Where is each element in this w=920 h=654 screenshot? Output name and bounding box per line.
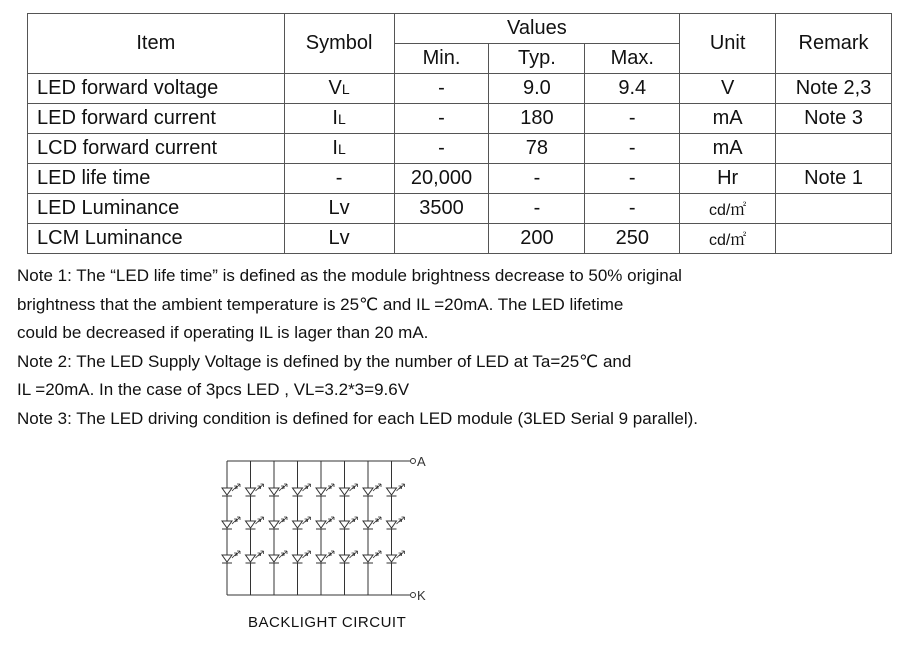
cell-remark: [776, 134, 892, 164]
cell-item: LED forward current: [28, 104, 285, 134]
notes-block: [17, 262, 698, 434]
led-icon: [316, 517, 334, 530]
table-row: [28, 194, 892, 224]
led-icon: [363, 517, 381, 530]
header-symbol: Symbol: [284, 14, 394, 74]
symbol-subscript: L: [337, 141, 346, 157]
cell-max: -: [585, 104, 680, 134]
cell-min: 20,000: [394, 164, 489, 194]
led-icon: [316, 484, 334, 497]
anode-label: A: [417, 454, 426, 469]
cell-typ: 200: [489, 224, 585, 254]
cell-unit: mA: [680, 134, 776, 164]
cathode-terminal: [411, 593, 416, 598]
led-icon: [222, 484, 240, 497]
cell-min: 3500: [394, 194, 489, 224]
cell-symbol: [284, 194, 394, 224]
led-icon: [387, 517, 405, 530]
cell-min: [394, 224, 489, 254]
cell-item: LED Luminance: [28, 194, 285, 224]
symbol-main: V: [328, 77, 342, 99]
table-row: [28, 104, 892, 134]
header-max: Max.: [585, 44, 680, 74]
symbol-subscript: L: [337, 111, 346, 127]
cell-typ: -: [489, 194, 585, 224]
header-item: Item: [28, 14, 285, 74]
led-icon: [387, 484, 405, 497]
led-icon: [293, 484, 311, 497]
cell-remark: Note 1: [776, 164, 892, 194]
backlight-circuit-diagram: [210, 448, 440, 608]
cell-typ: -: [489, 164, 585, 194]
led-icon: [293, 551, 311, 564]
cell-symbol: [284, 104, 394, 134]
led-array: [222, 484, 405, 564]
header-min: Min.: [394, 44, 489, 74]
cell-item: LED life time: [28, 164, 285, 194]
led-icon: [363, 551, 381, 564]
header-remark: Remark: [776, 14, 892, 74]
anode-terminal: [411, 459, 416, 464]
spec-table: [27, 13, 892, 254]
table-row: [28, 74, 892, 104]
symbol-subscript: L: [341, 81, 350, 97]
table-row: [28, 134, 892, 164]
cell-item: LED forward voltage: [28, 74, 285, 104]
note-line: could be decreased if operating IL is lager than 20 mA.: [17, 323, 429, 343]
cell-max: 250: [585, 224, 680, 254]
led-icon: [387, 551, 405, 564]
note-line: brightness that the ambient temperature is 25℃ and IL =20mA. The LED lifetime: [17, 294, 624, 314]
led-icon: [246, 484, 264, 497]
led-icon: [316, 551, 334, 564]
cell-symbol: [284, 224, 394, 254]
led-icon: [269, 551, 287, 564]
led-icon: [340, 551, 358, 564]
cathode-label: K: [417, 588, 426, 603]
symbol-main: I: [332, 107, 338, 129]
cell-item: LCD forward current: [28, 134, 285, 164]
note-line: IL =20mA. In the case of 3pcs LED , VL=3.2*3=9.6V: [17, 380, 410, 400]
led-icon: [269, 484, 287, 497]
cell-min: -: [394, 74, 489, 104]
cell-symbol: [284, 164, 394, 194]
cell-unit: V: [680, 74, 776, 104]
cell-unit: Hr: [680, 164, 776, 194]
cell-symbol: [284, 134, 394, 164]
symbol-main: Lv: [328, 227, 350, 249]
cell-max: 9.4: [585, 74, 680, 104]
cell-max: -: [585, 194, 680, 224]
cell-unit: cd/㎡: [680, 224, 776, 254]
header-values: Values: [394, 14, 680, 44]
cell-symbol: [284, 74, 394, 104]
cell-unit: mA: [680, 104, 776, 134]
header-typ: Typ.: [489, 44, 585, 74]
led-icon: [222, 517, 240, 530]
note-line: Note 1: The “LED life time” is defined as the module brightness decrease to 50% original: [17, 266, 682, 285]
note-line: Note 3: The LED driving condition is defined for each LED module (3LED Serial 9 parallel).: [17, 408, 698, 428]
led-icon: [269, 517, 287, 530]
cell-max: -: [585, 134, 680, 164]
cell-min: -: [394, 104, 489, 134]
cell-typ: 180: [489, 104, 585, 134]
cell-remark: Note 2,3: [776, 74, 892, 104]
cell-typ: 78: [489, 134, 585, 164]
header-unit: Unit: [680, 14, 776, 74]
cell-typ: 9.0: [489, 74, 585, 104]
symbol-main: -: [335, 167, 343, 189]
table-row: [28, 224, 892, 254]
led-icon: [246, 551, 264, 564]
cell-unit: cd/㎡: [680, 194, 776, 224]
table-row: [28, 164, 892, 194]
led-icon: [222, 551, 240, 564]
note-line: Note 2: The LED Supply Voltage is defined by the number of LED at Ta=25℃ and: [17, 351, 632, 371]
led-icon: [246, 517, 264, 530]
led-icon: [293, 517, 311, 530]
symbol-main: I: [332, 137, 338, 159]
cell-remark: Note 3: [776, 104, 892, 134]
led-icon: [340, 517, 358, 530]
cell-min: -: [394, 134, 489, 164]
led-icon: [340, 484, 358, 497]
led-icon: [363, 484, 381, 497]
cell-item: LCM Luminance: [28, 224, 285, 254]
cell-remark: [776, 194, 892, 224]
symbol-main: Lv: [328, 197, 350, 219]
cell-max: -: [585, 164, 680, 194]
cell-remark: [776, 224, 892, 254]
circuit-caption: BACKLIGHT CIRCUIT: [248, 614, 407, 631]
